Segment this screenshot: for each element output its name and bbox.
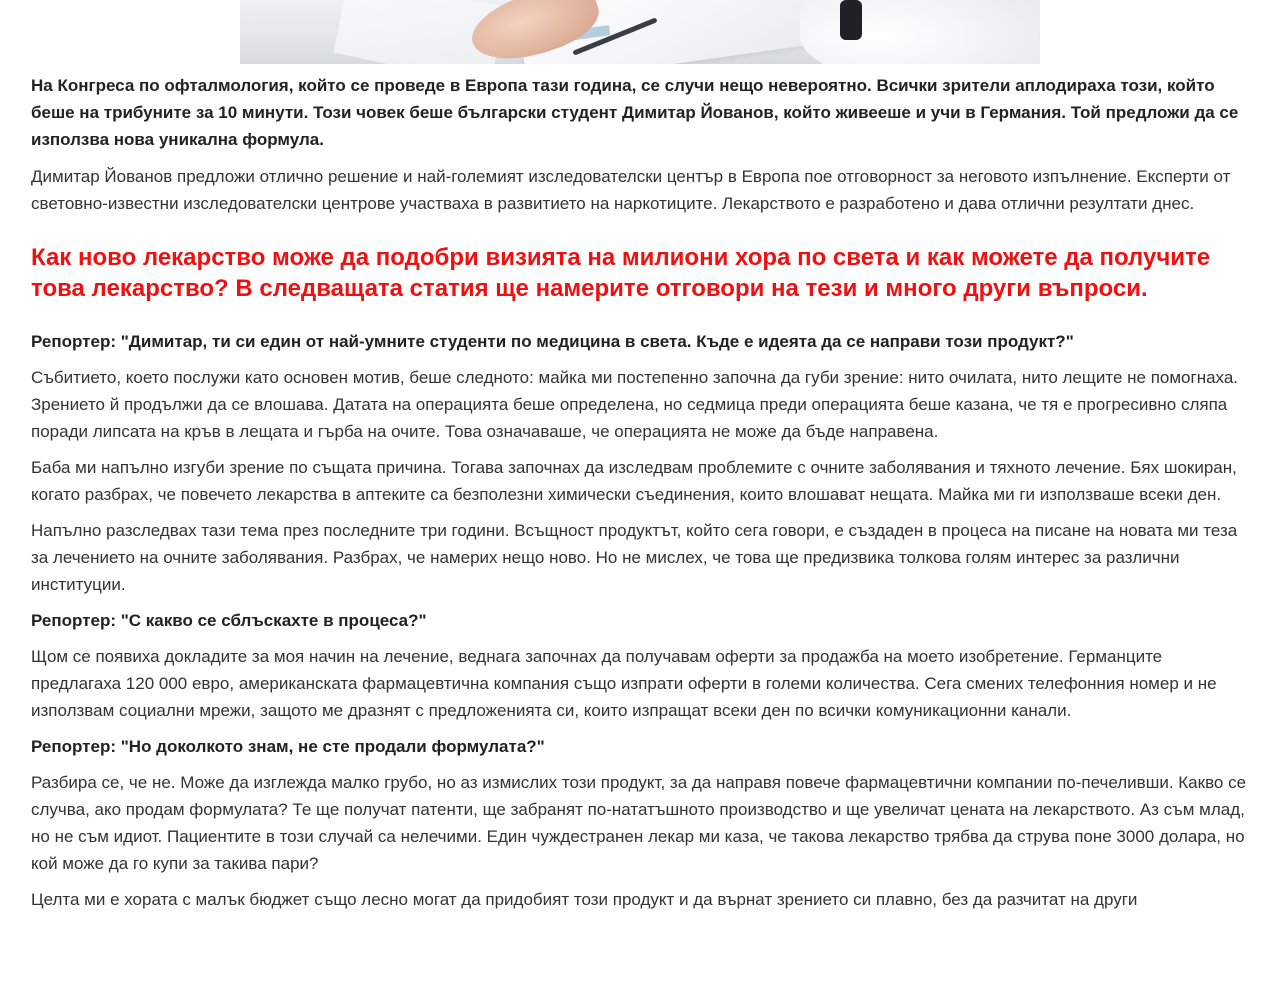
article-hero-image [240, 0, 1040, 64]
hero-watch-shape [840, 0, 862, 40]
reporter-question-1: Репортер: "Димитар, ти си един от най-умните студенти по медицина в света. Къде е идеята да се направи този продукт?" [31, 332, 1074, 351]
reporter-question-2: Репортер: "С какво се сблъскахте в процеса?" [31, 611, 427, 630]
answer-2-paragraph: Щом се появиха докладите за моя начин на лечение, веднага започнах да получавам оферти за продажба на моето изобретение. Германците предлагаха 120 000 евро, американската фармацевтична компания също изпрати оферти в големи количества. Сега смених телефонния номер и не използвам социални мрежи, защото ме дразнят с предложенията си, които изпращат всеки ден по всички комуникационни канали. [31, 647, 1217, 720]
answer-4-paragraph: Целта ми е хората с малък бюджет също лесно могат да придобият този продукт и да върнат зрението си плавно, без да разчитат на други [31, 890, 1138, 909]
intro-paragraph: Димитар Йованов предложи отлично решение и най-големият изследователски център в Европа пое отговорност за неговото изпълнение. Експерти от световно-известни изследователски центрове участваха в развитието на наркотиците. Лекарството е разработено и дава отлични резултати днес. [31, 167, 1231, 213]
answer-1-paragraph-3: Напълно разследвах тази тема през последните три години. Всъщност продуктът, който сега говори, е създаден в процеса на писане на новата ми теза за лечението на очните заболявания. Разбрах, че намерих нещо ново. Но не мислех, че това ще предизвика толкова голям интерес за различни институции. [31, 521, 1238, 594]
article-body [31, 72, 1251, 922]
reporter-question-3: Репортер: "Но доколкото знам, не сте продали формулата?" [31, 737, 545, 756]
answer-1-paragraph-2: Баба ми напълно изгуби зрение по същата причина. Тогава започнах да изследвам проблемите с очните заболявания и тяхното лечение. Бях шокиран, когато разбрах, че повечето лекарства в аптеките са безполезни химически съединения, които влошават нещата. Майка ми ги използваше всеки ден. [31, 458, 1237, 504]
answer-1-paragraph-1: Събитието, което послужи като основен мотив, беше следното: майка ми постепенно започна да губи зрение: нито очилата, нито лещите не помогнаха. Зрението й продължи да се влошава. Датата на операцията беше определена, но седмица преди операцията беше казана, че тя е прогресивно сляпа поради липсата на кръв в лещата и гърба на очите. Това означаваше, че операцията не може да бъде направена. [31, 368, 1239, 441]
answer-3-paragraph: Разбира се, че не. Може да изглежда малко грубо, но аз измислих този продукт, за да направя повече фармацевтични компании по-печеливши. Какво се случва, ако продам формулата? Те ще получат патенти, ще забранят по-нататъшното производство и ще увеличат цената на лекарството. Аз съм млад, но не съм идиот. Пациентите в този случай са нелечими. Един чуждестранен лекар ми каза, че такова лекарство трябва да струва поне 3000 долара, но кой може да го купи за такива пари? [31, 773, 1247, 873]
article-headline: Как ново лекарство може да подобри визията на милиони хора по света и как можете да получите това лекарство? В следващата статия ще намерите отговори на тези и много други въпроси. [31, 244, 1211, 302]
intro-bold-paragraph: На Конгреса по офталмология, който се проведе в Европа тази година, се случи нещо невероятно. Всички зрители аплодираха този, който беше на трибуните за 10 минути. Този човек беше български студент Димитар Йованов, който живееше и учи в Германия. Той предложи да се използва нова уникална формула. [31, 76, 1239, 149]
hero-sleeve-shape [800, 0, 1040, 64]
